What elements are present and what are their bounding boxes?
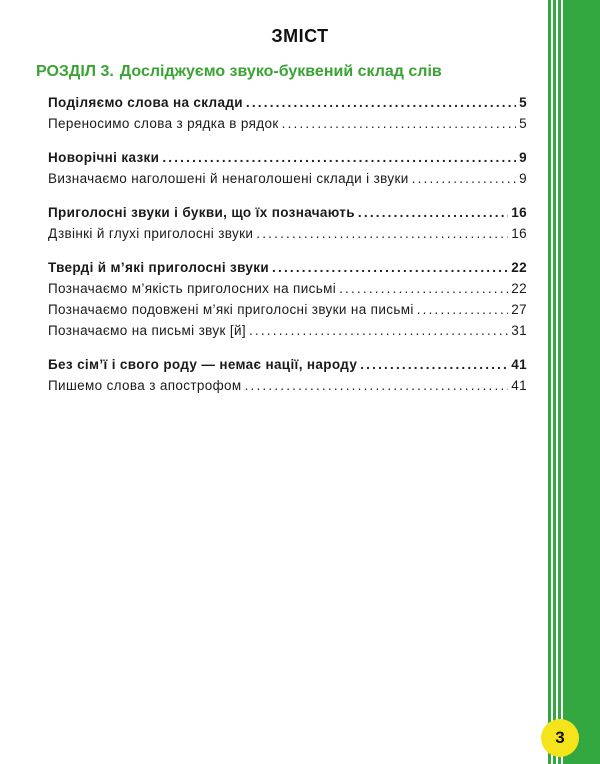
- toc-entry-page: 9: [519, 171, 527, 186]
- toc-entry-text: Приголосні звуки і букви, що їх позначають: [48, 205, 355, 220]
- toc-entry-page: 16: [511, 226, 527, 241]
- section-heading: [36, 63, 442, 81]
- toc-entry-link[interactable]: [48, 168, 527, 189]
- toc-entry-text: Позначаємо м’якість приголосних на письмі: [48, 281, 337, 296]
- section-name: Досліджуємо звуко-буквений склад слів: [119, 63, 442, 80]
- toc-entry-link[interactable]: [48, 113, 527, 134]
- toc-entry-link[interactable]: [48, 354, 527, 375]
- page-number-badge: 3: [541, 719, 579, 757]
- toc-entry-text: Визначаємо наголошені й ненаголошені склади і звуки: [48, 171, 409, 186]
- toc-entry-text: Новорічні казки: [48, 150, 160, 165]
- dot-leader: [282, 113, 517, 134]
- toc-group: [48, 202, 527, 244]
- toc-entry-link[interactable]: [48, 147, 527, 168]
- toc-entry-page: 5: [519, 95, 527, 110]
- toc-entry-page: 27: [511, 302, 527, 317]
- toc-group: [48, 147, 527, 189]
- toc-group: [48, 257, 527, 341]
- toc-entry-text: Переносимо слова з рядка в рядок: [48, 116, 279, 131]
- toc-entry-text: Позначаємо подовжені м’які приголосні звуки на письмі: [48, 302, 414, 317]
- toc-entry-page: 16: [511, 205, 527, 220]
- side-stripe: [551, 0, 553, 764]
- toc-entry-page: 31: [511, 323, 527, 338]
- side-stripe: [556, 0, 558, 764]
- table-of-contents: [48, 92, 527, 409]
- toc-entry-link[interactable]: [48, 223, 527, 244]
- toc-entry-link[interactable]: [48, 375, 527, 396]
- toc-entry-page: 22: [511, 281, 527, 296]
- dot-leader: [246, 92, 516, 113]
- section-label: РОЗДІЛ 3.: [36, 63, 114, 80]
- toc-entry-text: Тверді й м’які приголосні звуки: [48, 260, 270, 275]
- toc-entry-link[interactable]: [48, 278, 527, 299]
- dot-leader: [256, 223, 508, 244]
- dot-leader: [245, 375, 509, 396]
- dot-leader: [162, 147, 516, 168]
- toc-entry-link[interactable]: [48, 92, 527, 113]
- toc-entry-page: 22: [511, 260, 527, 275]
- toc-entry-link[interactable]: [48, 299, 527, 320]
- page-title: ЗМІСТ: [271, 26, 329, 46]
- dot-leader: [272, 257, 508, 278]
- dot-leader: [249, 320, 508, 341]
- toc-group: [48, 92, 527, 134]
- toc-entry-text: Поділяємо слова на склади: [48, 95, 243, 110]
- toc-entry-text: Дзвінкі й глухі приголосні звуки: [48, 226, 254, 241]
- toc-entry-page: 41: [511, 378, 527, 393]
- dot-leader: [339, 278, 508, 299]
- toc-entry-text: Позначаємо на письмі звук [й]: [48, 323, 246, 338]
- dot-leader: [412, 168, 517, 189]
- toc-entry-page: 5: [519, 116, 527, 131]
- dot-leader: [360, 354, 508, 375]
- toc-entry-page: 9: [519, 150, 527, 165]
- toc-entry-link[interactable]: [48, 320, 527, 341]
- decorative-side-bar: [548, 0, 600, 764]
- toc-entry-text: Без сім’ї і свого роду — немає нації, народу: [48, 357, 358, 372]
- toc-group: [48, 354, 527, 396]
- toc-entry-page: 41: [511, 357, 527, 372]
- toc-entry-text: Пишемо слова з апострофом: [48, 378, 242, 393]
- toc-entry-link[interactable]: [48, 257, 527, 278]
- dot-leader: [358, 202, 508, 223]
- dot-leader: [417, 299, 509, 320]
- side-stripe: [561, 0, 563, 764]
- toc-entry-link[interactable]: [48, 202, 527, 223]
